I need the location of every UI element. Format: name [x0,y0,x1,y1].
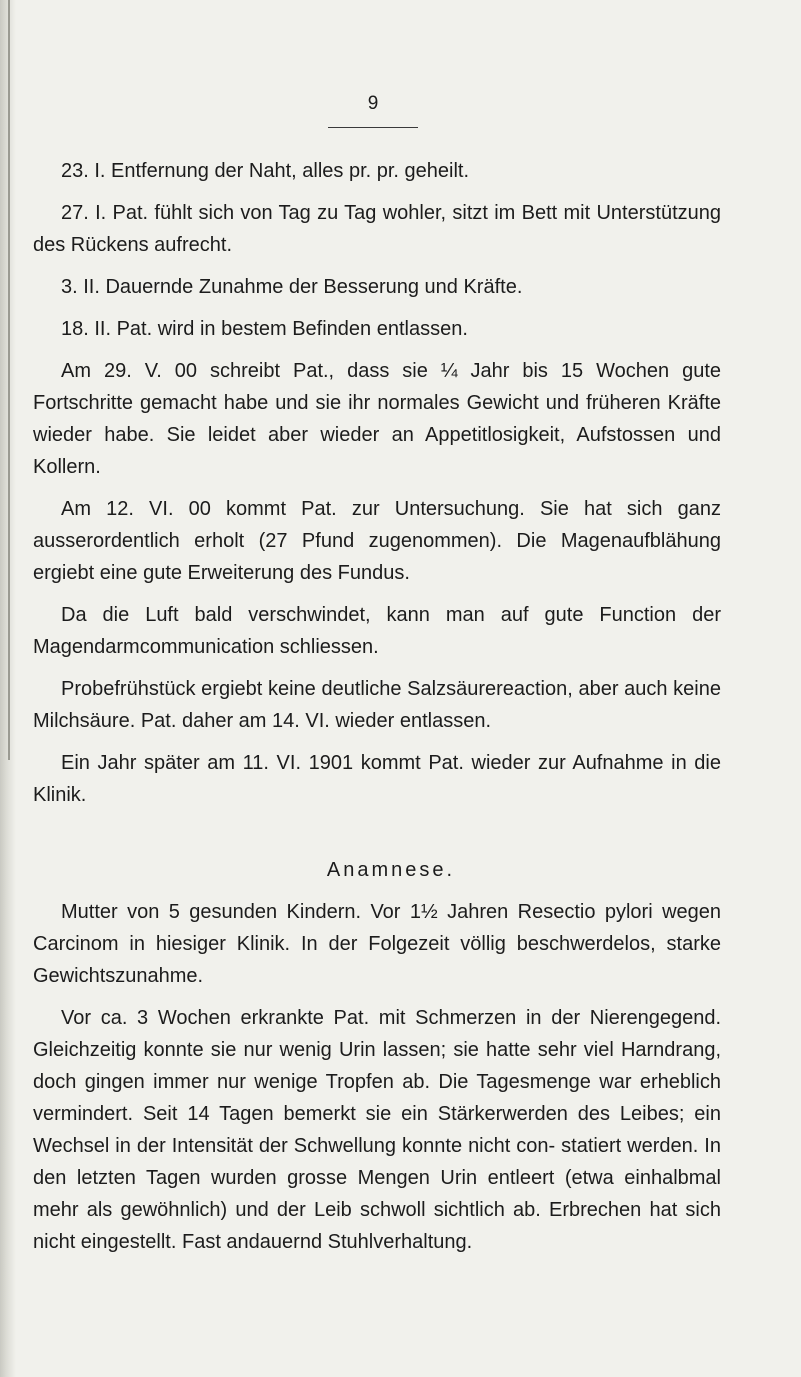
section-heading-anamnese: Anamnese. [326,859,456,881]
paragraph-12-june: Am 12. VI. 00 kommt Pat. zur Untersuchung. Sie hat sich ganz ausserordentlich erholt (27 Pfund zugenommen). Die Magenaufblähung ergiebt eine gute Erweiterung des Fundus. [33,498,721,584]
paragraph-probefruehstueck: Probefrühstück ergiebt keine deutliche Salzsäurereaction, aber auch keine Milchsäure. Pat. daher am 14. VI. wieder entlassen. [33,678,721,732]
page-number: 9 [367,93,379,114]
paragraph-vor-ca-3-wochen: Vor ca. 3 Wochen erkrankte Pat. mit Schmerzen in der Nierengegend. Gleichzeitig konnte sie nur wenig Urin lassen; sie hatte sehr viel Harndrang, doch gingen immer nur wenige Tropfen ab. Die Tagesmenge war erheblich vermindert. Seit 14 Tagen bemerkt sie ein Stärkerwerden des Leibes; ein Wechsel in der Intensität der Schwellung konnte nicht con- statiert werden. In den letzten Tagen wurden grosse Mengen Urin entleert (etwa einhalbmal mehr als gewöhnlich) und der Leib schwoll sichtlich ab. Erbrechen hat sich nicht eingestellt. Fast andauernd Stuhlverhaltung. [33,1007,721,1253]
paragraph-23-jan: 23. I. Entfernung der Naht, alles pr. pr. geheilt. [61,160,470,182]
paragraph-mutter: Mutter von 5 gesunden Kindern. Vor 1½ Jahren Resectio pylori wegen Carcinom in hiesiger Klinik. In der Folgezeit völlig beschwerdelos, starke Gewichtszunahme. [33,901,721,987]
paragraph-27-jan: 27. I. Pat. fühlt sich von Tag zu Tag wohler, sitzt im Bett mit Unterstützung des Rückens aufrecht. [33,202,721,256]
page-binding-edge [8,0,10,760]
paragraph-29-may: Am 29. V. 00 schreibt Pat., dass sie ¼ Jahr bis 15 Wochen gute Fortschritte gemacht habe und sie ihr normales Gewicht und früheren Kräfte wieder habe. Sie leidet aber wieder an Appetitlosigkeit, Aufstossen und Kollern. [33,360,721,478]
paragraph-ein-jahr-spaeter: Ein Jahr später am 11. VI. 1901 kommt Pat. wieder zur Aufnahme in die Klinik. [33,752,721,806]
paragraph-3-feb: 3. II. Dauernde Zunahme der Besserung und Kräfte. [61,276,523,298]
paragraph-18-feb: 18. II. Pat. wird in bestem Befinden entlassen. [61,318,468,340]
paragraph-luft: Da die Luft bald verschwindet, kann man auf gute Function der Magendarmcommunication schliessen. [33,604,721,658]
page-number-rule [328,127,418,128]
document-body [33,155,721,1258]
